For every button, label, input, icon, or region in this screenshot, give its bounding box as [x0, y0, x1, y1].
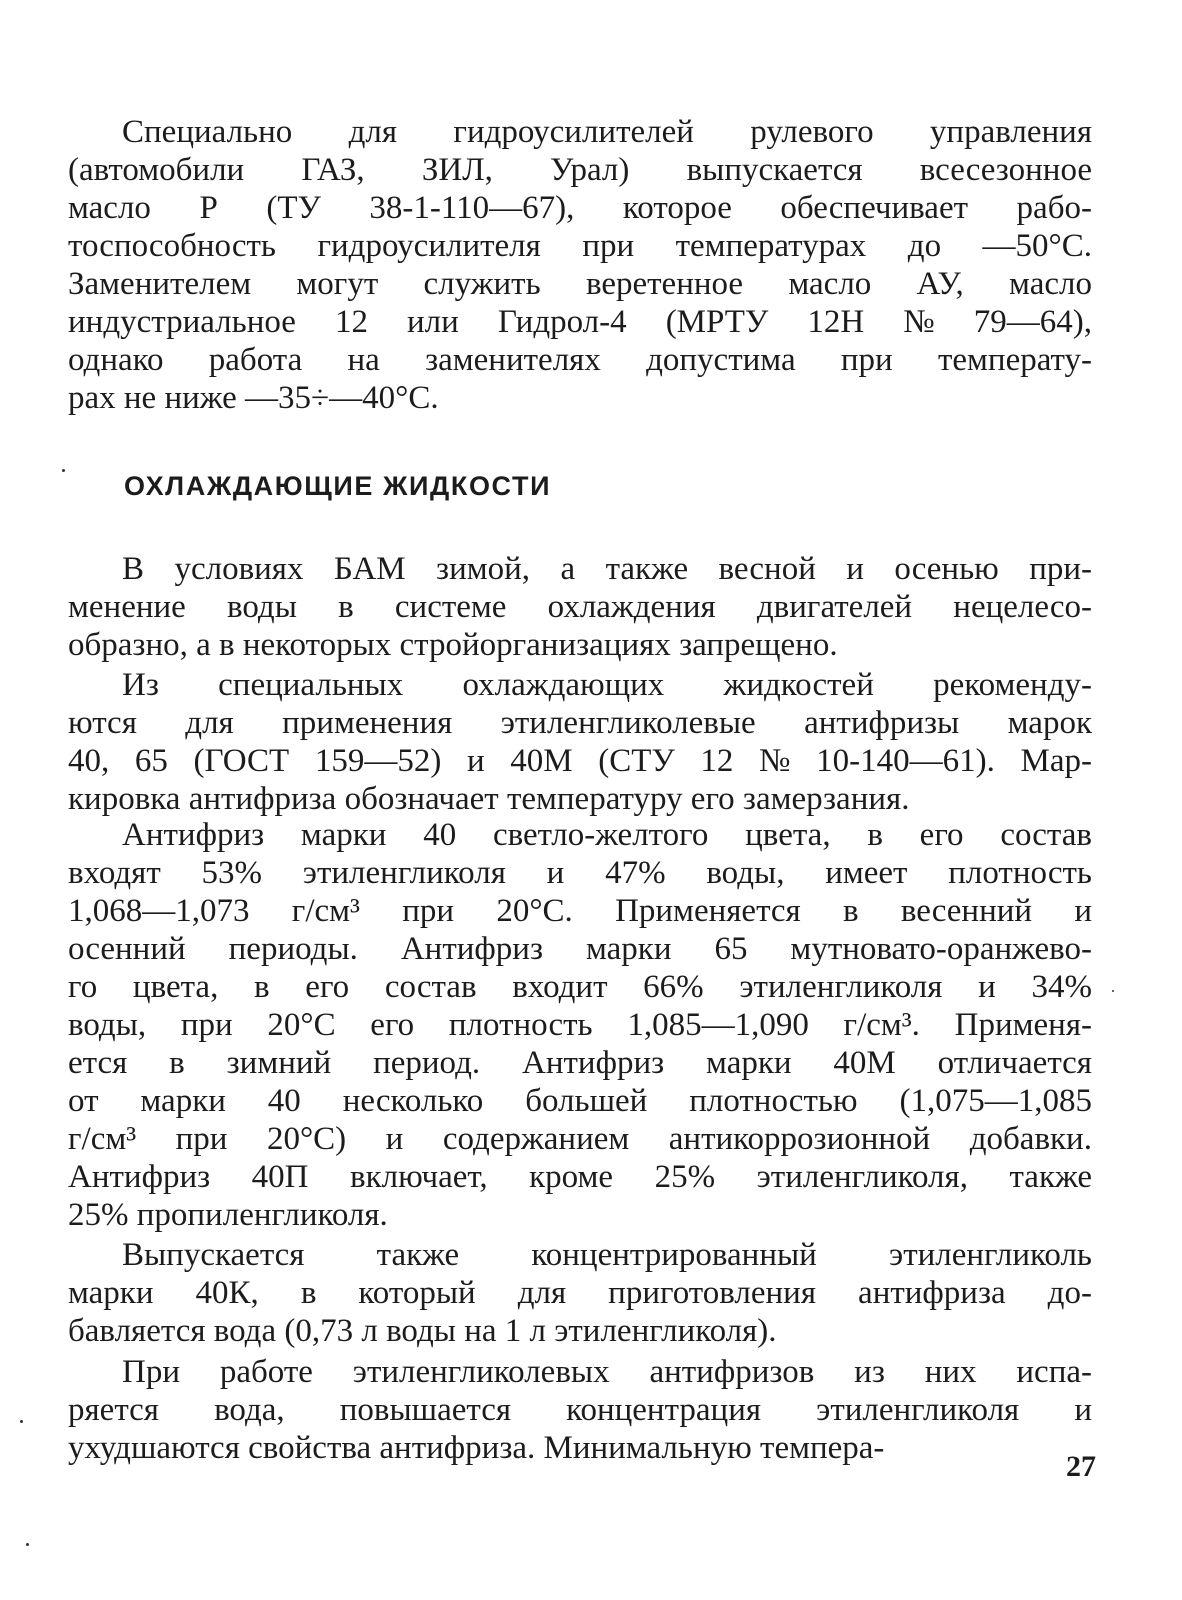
text-line: однако работа на заменителях допустима при температу-	[68, 342, 1092, 378]
text-line-last: образно, а в некоторых стройорганизациях запрещено.	[68, 627, 838, 663]
text-line-last: бавляется вода (0,73 л воды на 1 л этиленгликоля).	[68, 1313, 777, 1349]
text-line-last: ухудшаются свойства антифриза. Минимальную темпера-	[68, 1430, 885, 1466]
text-line: 1,068—1,073 г/см³ при 20°С. Применяется в весенний и	[68, 893, 1093, 929]
text-line-last: рах не ниже —35÷—40°С.	[68, 380, 439, 416]
text-line: (автомобили ГАЗ, ЗИЛ, Урал) выпускается всесезонное	[68, 152, 1093, 188]
text-line: осенний периоды. Антифриз марки 65 мутновато-оранжево-	[68, 931, 1092, 967]
text-line: марки 40К, в который для приготовления антифриза до-	[68, 1275, 1092, 1311]
text-line: Из специальных охлаждающих жидкостей рекоменду-	[122, 667, 1092, 703]
text-line: г/см³ при 20°С) и содержанием антикоррозионной добавки.	[68, 1121, 1092, 1157]
text-line: Антифриз 40П включает, кроме 25% этиленгликоля, также	[68, 1159, 1092, 1195]
text-line: масло Р (ТУ 38-1-110—67), которое обеспечивает рабо-	[68, 190, 1092, 226]
text-line: Выпускается также концентрированный этиленгликоль	[122, 1237, 1092, 1273]
text-line: от марки 40 несколько большей плотностью (1,075—1,085	[68, 1083, 1092, 1119]
scan-speck	[1112, 990, 1114, 992]
scan-speck	[62, 469, 65, 472]
text-line: входят 53% этиленгликоля и 47% воды, имеет плотность	[68, 855, 1092, 891]
scan-speck	[20, 1420, 23, 1423]
text-line: Заменителем могут служить веретенное масло АУ, масло	[68, 266, 1092, 302]
scan-speck	[26, 1543, 29, 1546]
page-number: 27	[1066, 1450, 1096, 1483]
text-line: тоспособность гидроусилителя при температурах до —50°С.	[68, 228, 1093, 264]
text-line: В условиях БАМ зимой, а также весной и осенью при-	[122, 551, 1093, 587]
text-line: Специально для гидроусилителей рулевого управления	[122, 114, 1093, 150]
text-line: При работе этиленгликолевых антифризов из них испа-	[122, 1354, 1092, 1390]
text-line: индустриальное 12 или Гидрол-4 (МРТУ 12Н № 79—64),	[68, 304, 1093, 340]
text-line: ются для применения этиленгликолевые антифризы марок	[68, 705, 1092, 741]
text-line: менение воды в системе охлаждения двигателей нецелесо-	[68, 589, 1092, 625]
text-line: 40, 65 (ГОСТ 159—52) и 40М (СТУ 12 № 10-140—61). Мар-	[68, 743, 1093, 779]
text-line: ется в зимний период. Антифриз марки 40М отличается	[68, 1045, 1092, 1081]
text-line-last: 25% пропиленгликоля.	[68, 1197, 388, 1233]
text-line: го цвета, в его состав входит 66% этиленгликоля и 34%	[68, 969, 1093, 1005]
text-line: воды, при 20°С его плотность 1,085—1,090 г/см³. Применя-	[68, 1007, 1092, 1043]
text-line: Антифриз марки 40 светло-желтого цвета, в его состав	[122, 817, 1092, 853]
text-line: ряется вода, повышается концентрация этиленгликоля и	[68, 1392, 1092, 1428]
text-line-last: кировка антифриза обозначает температуру его замерзания.	[68, 781, 910, 817]
section-heading: ОХЛАЖДАЮЩИЕ ЖИДКОСТИ	[124, 471, 552, 501]
